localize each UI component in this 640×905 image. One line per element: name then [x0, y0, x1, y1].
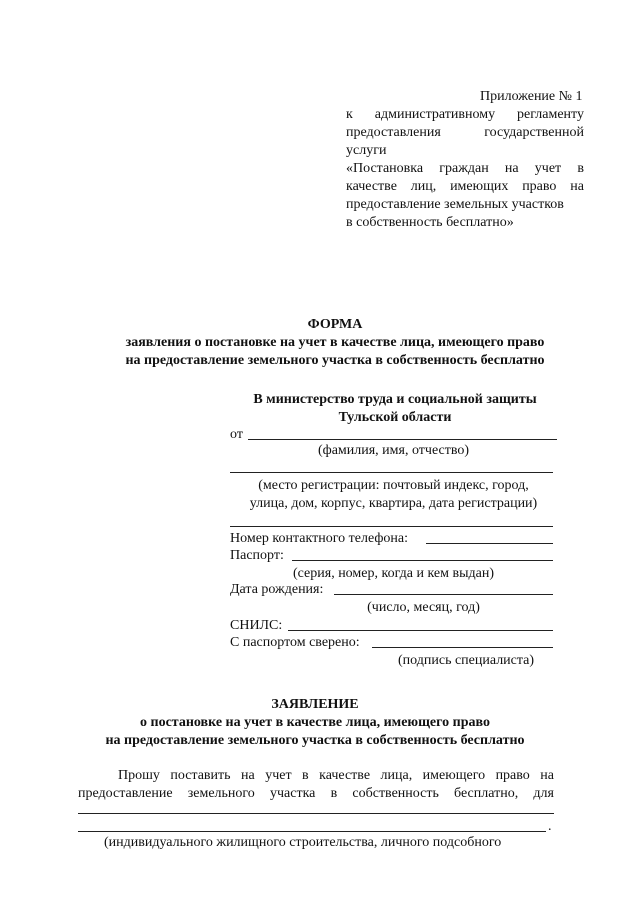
appendix-line-4 [346, 160, 584, 178]
word: учет [265, 768, 292, 783]
appendix-line-2 [346, 124, 584, 142]
word: качестве [319, 768, 371, 783]
word: граждан [439, 161, 489, 176]
passport-label: Паспорт: [230, 548, 284, 563]
purpose-input-line-1[interactable] [78, 813, 554, 814]
word: имеющего [422, 768, 486, 783]
address-extra-line[interactable] [230, 526, 553, 527]
birth-hint: (число, месяц, год) [367, 600, 480, 615]
word: право [522, 179, 557, 194]
statement-body-line-1 [118, 767, 554, 785]
passport-input-line[interactable] [292, 560, 553, 561]
phone-label: Номер контактного телефона: [230, 531, 408, 546]
word: собственность [352, 786, 439, 801]
word: «Постановка [346, 161, 424, 176]
word: на [241, 768, 255, 783]
verified-label: С паспортом сверено: [230, 635, 360, 650]
appendix-line-5 [346, 178, 584, 196]
phone-input-line[interactable] [426, 543, 553, 544]
appendix-number: Приложение № 1 [480, 89, 583, 104]
form-subtitle-line-2: на предоставление земельного участка в собственность бесплатно [125, 353, 545, 368]
passport-hint: (серия, номер, когда и кем выдан) [293, 566, 494, 581]
fio-hint: (фамилия, имя, отчество) [317, 443, 470, 458]
address-input-line[interactable] [230, 472, 553, 473]
fio-input-line[interactable] [248, 439, 557, 440]
word: на [540, 768, 554, 783]
word: имеющих [450, 179, 509, 194]
word: на [504, 161, 519, 176]
address-hint-2: улица, дом, корпус, квартира, дата регистрации) [249, 496, 538, 511]
word: административному [374, 107, 496, 122]
signature-hint: (подпись специалиста) [398, 653, 535, 668]
statement-body-line-2 [78, 785, 554, 803]
word: предоставления [346, 125, 441, 140]
snils-input-line[interactable] [288, 630, 553, 631]
word: участка [270, 786, 316, 801]
birth-label: Дата рождения: [230, 582, 324, 597]
addressee-line-1: В министерство труда и социальной защиты [253, 392, 537, 407]
purpose-input-line-2[interactable] [78, 831, 546, 832]
word: бесплатно, [454, 786, 519, 801]
word: государственной [484, 125, 584, 140]
word: земельного [187, 786, 255, 801]
word: в [577, 161, 584, 176]
from-label: от [230, 427, 243, 442]
word: качестве [346, 179, 397, 194]
appendix-line-1 [346, 106, 584, 124]
word: в [330, 786, 338, 801]
word: к [346, 107, 353, 122]
addressee-line-2: Тульской области [338, 410, 452, 425]
signature-input-line[interactable] [372, 647, 553, 648]
word: для [533, 786, 554, 801]
word: право [495, 768, 530, 783]
word: поставить [170, 768, 231, 783]
word: лиц, [410, 179, 437, 194]
snils-label: СНИЛС: [230, 618, 283, 633]
appendix-line-3: услуги [346, 143, 387, 158]
word: предоставление [78, 786, 173, 801]
word: учет [534, 161, 562, 176]
word: на [570, 179, 584, 194]
word: в [302, 768, 309, 783]
word: регламенту [517, 107, 584, 122]
statement-subtitle-line-2: на предоставление земельного участка в собственность бесплатно [105, 733, 525, 748]
statement-subtitle-line-1: о постановке на учет в качестве лица, имеющего право [140, 715, 490, 730]
form-subtitle-line-1: заявления о постановке на учет в качестве лица, имеющего право [125, 335, 545, 350]
form-title: ФОРМА [307, 317, 363, 332]
appendix-line-7: в собственность бесплатно» [346, 215, 514, 230]
appendix-line-6: предоставление земельных участков [346, 197, 564, 212]
statement-title: ЗАЯВЛЕНИЕ [271, 697, 359, 712]
period: . [548, 819, 552, 834]
word: лица, [380, 768, 413, 783]
purpose-hint: (индивидуального жилищного строительства, личного подсобного [104, 835, 502, 850]
birth-input-line[interactable] [334, 594, 553, 595]
word: Прошу [118, 768, 160, 783]
address-hint-1: (место регистрации: почтовый индекс, город, [258, 478, 529, 493]
